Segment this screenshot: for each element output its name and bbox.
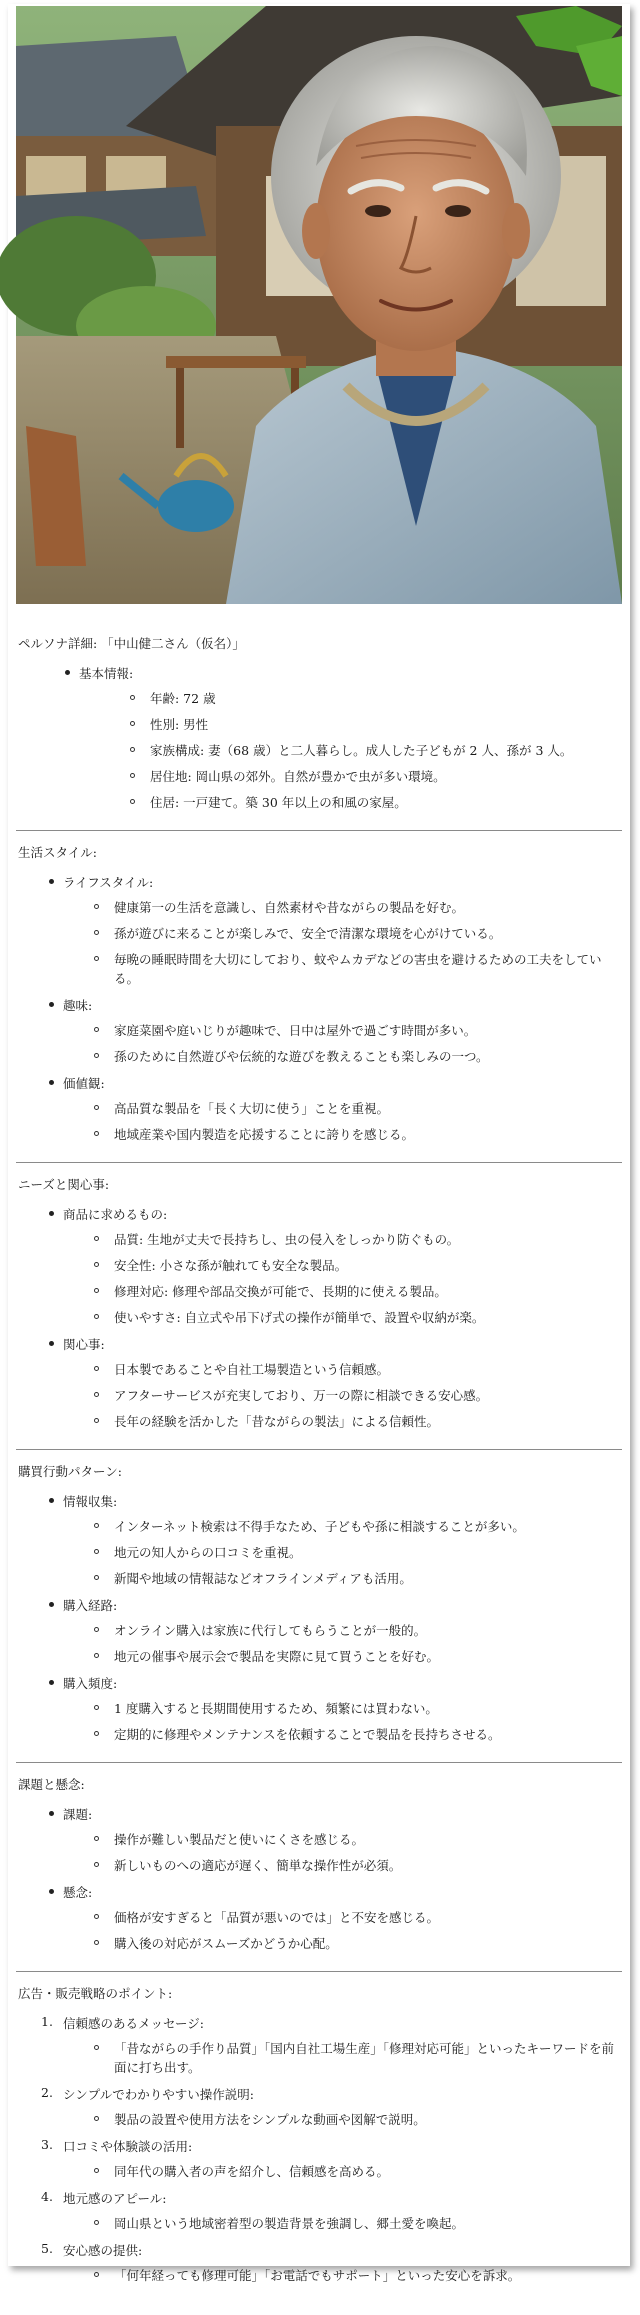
item-number: 1. bbox=[41, 2014, 53, 2029]
issues-list bbox=[16, 1805, 622, 1953]
sub-item: 地元の知人からの口コミを重視。 bbox=[63, 1543, 622, 1562]
sub-list bbox=[63, 1099, 622, 1144]
sub-item: 同年代の購入者の声を紹介し、信頼感を高める。 bbox=[63, 2162, 622, 2181]
sub-list bbox=[63, 2039, 622, 2077]
sub-item: 製品の設置や使用方法をシンプルな動画や図解で説明。 bbox=[63, 2110, 622, 2129]
group-heading: 購入頻度: bbox=[63, 1676, 118, 1691]
section-title: 課題と懸念: bbox=[18, 1777, 85, 1792]
group-heading: 購入経路: bbox=[63, 1598, 118, 1613]
group-heading: 関心事: bbox=[63, 1337, 105, 1352]
list-item bbox=[16, 1596, 622, 1666]
group-heading: シンプルでわかりやすい操作説明: bbox=[63, 2087, 254, 2102]
section-lifestyle bbox=[16, 843, 622, 1163]
item-number: 2. bbox=[41, 2085, 53, 2100]
lifestyle-list bbox=[16, 873, 622, 1144]
sub-list bbox=[63, 2266, 622, 2285]
list-item bbox=[16, 2014, 622, 2077]
list-item bbox=[16, 2241, 622, 2285]
list-item bbox=[16, 1335, 622, 1431]
sub-list bbox=[63, 898, 622, 988]
list-item bbox=[16, 2189, 622, 2233]
list-item bbox=[16, 664, 622, 812]
sub-item: 孫が遊びに来ることが楽しみで、安全で清潔な環境を心がけている。 bbox=[63, 924, 622, 943]
item-number: 5. bbox=[41, 2241, 53, 2256]
section-needs bbox=[16, 1175, 622, 1450]
sub-list bbox=[63, 2214, 622, 2233]
portrait-illustration bbox=[16, 6, 622, 604]
persona-list bbox=[16, 664, 622, 812]
section-persona bbox=[16, 634, 622, 831]
persona-portrait-image bbox=[16, 6, 622, 604]
sub-list bbox=[63, 1908, 622, 1953]
sub-list bbox=[63, 1021, 622, 1066]
group-heading: 趣味: bbox=[63, 998, 93, 1013]
section-title: 購買行動パターン: bbox=[18, 1464, 122, 1479]
sub-item: 家庭菜園や庭いじりが趣味で、日中は屋外で過ごす時間が多い。 bbox=[63, 1021, 622, 1040]
section-issues bbox=[16, 1775, 622, 1972]
sub-item: 長年の経験を活かした「昔ながらの製法」による信頼性。 bbox=[63, 1412, 622, 1431]
sub-item: 「何年経っても修理可能」「お電話でもサポート」といった安心を訴求。 bbox=[63, 2266, 622, 2285]
sub-item: 高品質な製品を「長く大切に使う」ことを重視。 bbox=[63, 1099, 622, 1118]
sub-item: 修理対応: 修理や部品交換が可能で、長期的に使える製品。 bbox=[63, 1282, 622, 1301]
list-item bbox=[16, 873, 622, 988]
sub-list bbox=[63, 1230, 622, 1327]
sub-list bbox=[63, 2162, 622, 2181]
sub-item: 1 度購入すると長期間使用するため、頻繁には買わない。 bbox=[63, 1699, 622, 1718]
group-heading: 基本情報: bbox=[79, 666, 134, 681]
section-title: 広告・販売戦略のポイント: bbox=[18, 1986, 173, 2001]
persona-document bbox=[16, 634, 622, 2315]
item-number: 3. bbox=[41, 2137, 53, 2152]
sub-item: 毎晩の睡眠時間を大切にしており、蚊やムカデなどの害虫を避けるための工夫をしている。 bbox=[63, 950, 622, 988]
list-item bbox=[16, 1205, 622, 1327]
section-strategy bbox=[16, 1984, 622, 2303]
sub-item: 日本製であることや自社工場製造という信頼感。 bbox=[63, 1360, 622, 1379]
list-item bbox=[16, 2137, 622, 2181]
sub-list bbox=[63, 1699, 622, 1744]
sub-item: 住居: 一戸建て。築 30 年以上の和風の家屋。 bbox=[79, 793, 622, 812]
list-item bbox=[16, 1492, 622, 1588]
purchase-list bbox=[16, 1492, 622, 1744]
list-item bbox=[16, 2085, 622, 2129]
group-heading: 安心感の提供: bbox=[63, 2243, 143, 2258]
sub-item: 新しいものへの適応が遅く、簡単な操作性が必須。 bbox=[63, 1856, 622, 1875]
sub-list bbox=[63, 1360, 622, 1431]
section-title: 生活スタイル: bbox=[18, 845, 97, 860]
section-purchase-behavior bbox=[16, 1462, 622, 1763]
list-item bbox=[16, 1883, 622, 1953]
group-heading: ライフスタイル: bbox=[63, 875, 154, 890]
group-heading: 口コミや体験談の活用: bbox=[63, 2139, 193, 2154]
sub-item: 孫のために自然遊びや伝統的な遊びを教えることも楽しみの一つ。 bbox=[63, 1047, 622, 1066]
sub-item: 地域産業や国内製造を応援することに誇りを感じる。 bbox=[63, 1125, 622, 1144]
sub-item: 居住地: 岡山県の郊外。自然が豊かで虫が多い環境。 bbox=[79, 767, 622, 786]
document-page bbox=[8, 4, 630, 2283]
group-heading: 情報収集: bbox=[63, 1494, 118, 1509]
section-title: ニーズと関心事: bbox=[18, 1177, 110, 1192]
needs-list bbox=[16, 1205, 622, 1431]
list-item bbox=[16, 1674, 622, 1744]
list-item bbox=[16, 996, 622, 1066]
sub-item: インターネット検索は不得手なため、子どもや孫に相談することが多い。 bbox=[63, 1517, 622, 1536]
sub-item: 健康第一の生活を意識し、自然素材や昔ながらの製品を好む。 bbox=[63, 898, 622, 917]
sub-item: オンライン購入は家族に代行してもらうことが一般的。 bbox=[63, 1621, 622, 1640]
sub-item: 購入後の対応がスムーズかどうか心配。 bbox=[63, 1934, 622, 1953]
sub-item: 「昔ながらの手作り品質」「国内自社工場生産」「修理対応可能」といったキーワードを前面に打ち出す。 bbox=[63, 2039, 622, 2077]
sub-list bbox=[63, 2110, 622, 2129]
group-heading: 懸念: bbox=[63, 1885, 93, 1900]
group-heading: 地元感のアピール: bbox=[63, 2191, 167, 2206]
sub-item: 定期的に修理やメンテナンスを依頼することで製品を長持ちさせる。 bbox=[63, 1725, 622, 1744]
item-number: 4. bbox=[41, 2189, 53, 2204]
sub-item: 年齢: 72 歳 bbox=[79, 689, 622, 708]
sub-item: 品質: 生地が丈夫で長持ちし、虫の侵入をしっかり防ぐもの。 bbox=[63, 1230, 622, 1249]
sub-list bbox=[79, 689, 622, 812]
sub-item: 安全性: 小さな孫が触れても安全な製品。 bbox=[63, 1256, 622, 1275]
sub-item: 新聞や地域の情報誌などオフラインメディアも活用。 bbox=[63, 1569, 622, 1588]
group-heading: 価値観: bbox=[63, 1076, 105, 1091]
sub-item: 岡山県という地域密着型の製造背景を強調し、郷土愛を喚起。 bbox=[63, 2214, 622, 2233]
sub-list bbox=[63, 1830, 622, 1875]
sub-item: 性別: 男性 bbox=[79, 715, 622, 734]
group-heading: 信頼感のあるメッセージ: bbox=[63, 2016, 204, 2031]
sub-list bbox=[63, 1621, 622, 1666]
sub-item: 操作が難しい製品だと使いにくさを感じる。 bbox=[63, 1830, 622, 1849]
sub-item: 地元の催事や展示会で製品を実際に見て買うことを好む。 bbox=[63, 1647, 622, 1666]
strategy-list bbox=[16, 2014, 622, 2285]
list-item bbox=[16, 1805, 622, 1875]
sub-item: 使いやすさ: 自立式や吊下げ式の操作が簡単で、設置や収納が楽。 bbox=[63, 1308, 622, 1327]
group-heading: 課題: bbox=[63, 1807, 93, 1822]
sub-list bbox=[63, 1517, 622, 1588]
list-item bbox=[16, 1074, 622, 1144]
sub-item: 価格が安すぎると「品質が悪いのでは」と不安を感じる。 bbox=[63, 1908, 622, 1927]
sub-item: 家族構成: 妻（68 歳）と二人暮らし。成人した子どもが 2 人、孫が 3 人。 bbox=[79, 741, 622, 760]
sub-item: アフターサービスが充実しており、万一の際に相談できる安心感。 bbox=[63, 1386, 622, 1405]
section-title: ペルソナ詳細: 「中山健二さん（仮名）」 bbox=[18, 636, 245, 651]
group-heading: 商品に求めるもの: bbox=[63, 1207, 168, 1222]
